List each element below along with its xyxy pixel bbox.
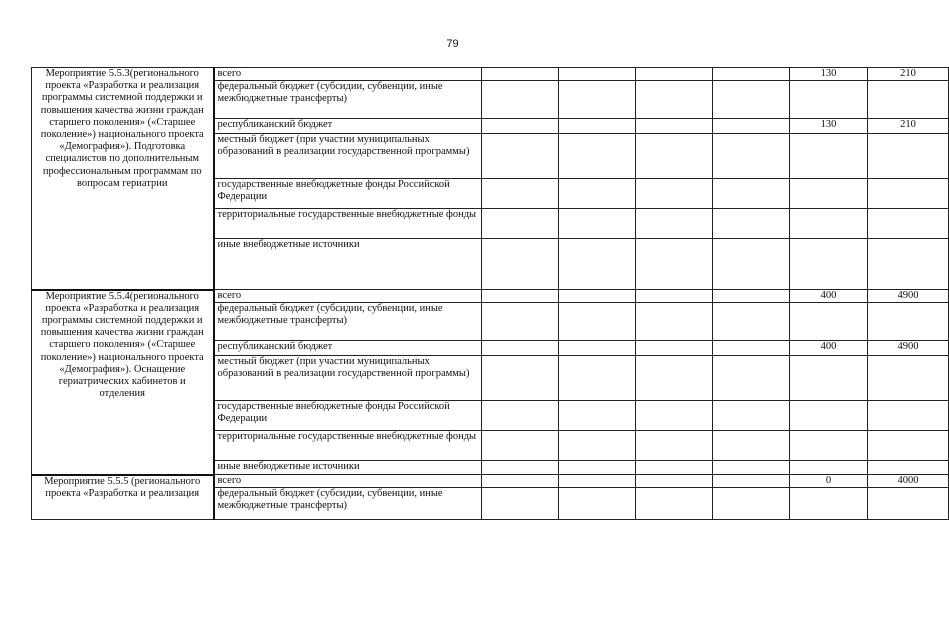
value-cell: 4900 (868, 290, 949, 303)
event-title: Мероприятие 5.5.5 (регионального проекта «Разработка и реализация (32, 475, 214, 520)
funding-source: всего (214, 475, 482, 488)
value-cell (868, 431, 949, 461)
value-cell (559, 401, 636, 431)
value-cell (790, 488, 868, 520)
value-cell: 0 (790, 475, 868, 488)
table-row (32, 475, 949, 488)
funding-source: федеральный бюджет (субсидии, субвенции, иные межбюджетные трансферты) (214, 81, 482, 119)
value-cell (636, 119, 713, 134)
value-cell (790, 461, 868, 475)
funding-source: всего (214, 290, 482, 303)
value-cell (482, 431, 559, 461)
value-cell (636, 356, 713, 401)
value-cell (713, 431, 790, 461)
value-cell (713, 179, 790, 209)
funding-source: республиканский бюджет (214, 119, 482, 134)
value-cell (868, 134, 949, 179)
value-cell (559, 119, 636, 134)
value-cell (636, 341, 713, 356)
value-cell (482, 239, 559, 290)
value-cell (636, 209, 713, 239)
event-title: Мероприятие 5.5.3(регионального проекта «Разработка и реализация программы системной поддержки и повышения качества жизни граждан старшего поколения» («Старшее поколение») национального проекта «Демография»). Подготовка специалистов по дополнительным профессиональным программам по вопросам гериатрии (32, 68, 214, 290)
value-cell (559, 290, 636, 303)
value-cell (790, 303, 868, 341)
value-cell (482, 209, 559, 239)
value-cell (559, 303, 636, 341)
funding-source: территориальные государственные внебюджетные фонды (214, 209, 482, 239)
value-cell (713, 134, 790, 179)
funding-source: иные внебюджетные источники (214, 239, 482, 290)
value-cell (636, 431, 713, 461)
value-cell (559, 431, 636, 461)
value-cell: 400 (790, 290, 868, 303)
value-cell (636, 401, 713, 431)
value-cell (713, 119, 790, 134)
value-cell (559, 179, 636, 209)
value-cell (868, 401, 949, 431)
event-title: Мероприятие 5.5.4(регионального проекта «Разработка и реализация программы системной поддержки и повышения качества жизни граждан старшего поколения» («Старшее поколение») национального проекта «Демография»). Оснащение гериатрических кабинетов и отделения (32, 290, 214, 475)
value-cell (868, 81, 949, 119)
value-cell (559, 475, 636, 488)
value-cell: 130 (790, 119, 868, 134)
value-cell (559, 81, 636, 119)
value-cell (713, 461, 790, 475)
value-cell (559, 356, 636, 401)
value-cell (868, 488, 949, 520)
value-cell (636, 134, 713, 179)
value-cell (482, 81, 559, 119)
funding-source: республиканский бюджет (214, 341, 482, 356)
value-cell (636, 81, 713, 119)
budget-table (31, 67, 949, 520)
value-cell (713, 488, 790, 520)
value-cell (790, 431, 868, 461)
value-cell (868, 303, 949, 341)
value-cell: 400 (790, 341, 868, 356)
value-cell: 130 (790, 68, 868, 81)
value-cell (482, 341, 559, 356)
value-cell (790, 356, 868, 401)
value-cell (790, 81, 868, 119)
value-cell (790, 239, 868, 290)
table-row (32, 68, 949, 81)
value-cell (482, 461, 559, 475)
funding-source: всего (214, 68, 482, 81)
value-cell (636, 179, 713, 209)
funding-source: местный бюджет (при участии муниципальных образований в реализации государственной программы) (214, 134, 482, 179)
value-cell (559, 209, 636, 239)
value-cell (482, 134, 559, 179)
value-cell (868, 461, 949, 475)
value-cell (559, 68, 636, 81)
value-cell (713, 356, 790, 401)
value-cell (790, 134, 868, 179)
value-cell (636, 303, 713, 341)
funding-source: государственные внебюджетные фонды Российской Федерации (214, 179, 482, 209)
value-cell (559, 488, 636, 520)
value-cell (482, 488, 559, 520)
value-cell (713, 290, 790, 303)
value-cell (559, 461, 636, 475)
value-cell (636, 461, 713, 475)
value-cell (790, 209, 868, 239)
value-cell (868, 209, 949, 239)
value-cell (636, 488, 713, 520)
value-cell: 4900 (868, 341, 949, 356)
value-cell: 210 (868, 68, 949, 81)
value-cell (636, 290, 713, 303)
funding-source: федеральный бюджет (субсидии, субвенции, иные межбюджетные трансферты) (214, 303, 482, 341)
table-row (32, 290, 949, 303)
value-cell (713, 341, 790, 356)
value-cell (636, 68, 713, 81)
value-cell (482, 475, 559, 488)
page-number: 79 (446, 38, 459, 50)
funding-source: местный бюджет (при участии муниципальных образований в реализации государственной программы) (214, 356, 482, 401)
funding-source: территориальные государственные внебюджетные фонды (214, 431, 482, 461)
value-cell (790, 179, 868, 209)
value-cell (482, 179, 559, 209)
value-cell (559, 341, 636, 356)
value-cell (868, 239, 949, 290)
value-cell (636, 239, 713, 290)
value-cell (713, 81, 790, 119)
value-cell (868, 179, 949, 209)
funding-source: государственные внебюджетные фонды Российской Федерации (214, 401, 482, 431)
value-cell (482, 290, 559, 303)
value-cell: 4000 (868, 475, 949, 488)
value-cell: 210 (868, 119, 949, 134)
value-cell (482, 119, 559, 134)
value-cell (559, 239, 636, 290)
funding-source: федеральный бюджет (субсидии, субвенции, иные межбюджетные трансферты) (214, 488, 482, 520)
value-cell (713, 475, 790, 488)
funding-source: иные внебюджетные источники (214, 461, 482, 475)
value-cell (713, 209, 790, 239)
value-cell (713, 303, 790, 341)
value-cell (482, 356, 559, 401)
value-cell (713, 68, 790, 81)
value-cell (790, 401, 868, 431)
value-cell (482, 68, 559, 81)
value-cell (559, 134, 636, 179)
value-cell (713, 239, 790, 290)
value-cell (482, 303, 559, 341)
value-cell (482, 401, 559, 431)
value-cell (636, 475, 713, 488)
value-cell (868, 356, 949, 401)
value-cell (713, 401, 790, 431)
